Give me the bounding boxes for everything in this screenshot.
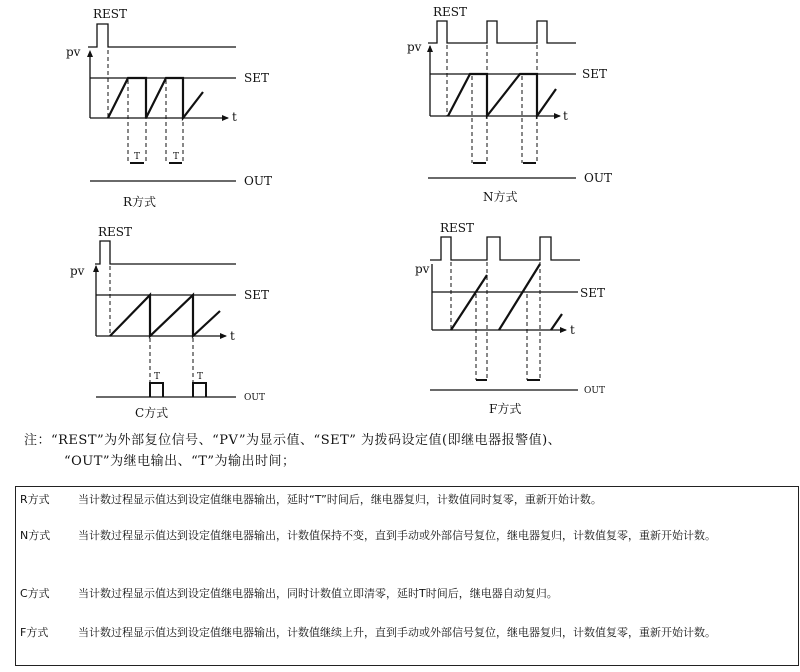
r-out-label: OUT (244, 174, 272, 188)
c-t-label: t (230, 329, 235, 343)
f-rest-label: REST (440, 221, 475, 235)
r-mode-diagram (87, 24, 236, 181)
mode-name: R方式 (20, 493, 50, 506)
f-caption: F方式 (489, 402, 522, 416)
r-tmark-2: T (173, 152, 180, 162)
n-pv-label: pv (407, 40, 422, 54)
f-pv-curve (451, 264, 562, 330)
f-pv-label: pv (415, 262, 430, 276)
c-out-pulse-2 (193, 383, 206, 397)
c-mode-diagram (93, 241, 236, 397)
legend-note (24, 430, 794, 472)
n-pv-curve (448, 74, 556, 116)
c-t-arrow (220, 333, 227, 339)
f-out-label: OUT (584, 386, 605, 396)
f-rest-pulse (430, 237, 580, 260)
r-pv-label: pv (66, 45, 81, 59)
mode-description-box (15, 486, 799, 666)
f-dashed-guides (451, 262, 540, 380)
c-rest-label: REST (98, 225, 133, 239)
mode-desc: 当计数过程显示值达到设定值继电器输出，同时计数值立即清零，延时T时间后，继电器自动复归。 (78, 587, 558, 600)
c-caption: C方式 (135, 406, 169, 420)
n-rest-pulse (428, 21, 576, 43)
mode-name: C方式 (20, 587, 50, 600)
r-tmark-1: T (134, 152, 141, 162)
n-dashed-guides (447, 45, 537, 163)
c-rest-pulse (95, 241, 236, 264)
r-caption: R方式 (123, 195, 157, 209)
r-rest-pulse (88, 24, 236, 47)
n-set-label: SET (582, 67, 607, 81)
c-tmark-2: T (197, 372, 204, 382)
mode-desc: 当计数过程显示值达到设定值继电器输出，计数值保持不变，直到手动或外部信号复位，继电器复归，计数值复零，重新开始计数。 (78, 529, 716, 542)
n-t-arrow (554, 113, 561, 119)
n-pv-arrow (427, 45, 433, 52)
c-out-pulse-1 (150, 383, 163, 397)
r-t-arrow (222, 115, 229, 121)
c-tmark-1: T (154, 372, 161, 382)
f-t-arrow (560, 327, 567, 333)
mode-name: F方式 (20, 626, 49, 639)
c-pv-label: pv (70, 264, 85, 278)
mode-row-r (20, 491, 794, 509)
r-pv-curve (108, 78, 203, 118)
mode-row-c (20, 585, 794, 603)
n-rest-label: REST (433, 5, 468, 19)
f-set-label: SET (580, 286, 605, 300)
mode-row-f (20, 624, 794, 642)
n-t-label: t (563, 109, 568, 123)
f-mode-diagram (430, 237, 580, 390)
mode-row-n (20, 527, 794, 545)
r-set-label: SET (244, 71, 269, 85)
note-line-2: “OUT”为继电输出、“T”为输出时间； (64, 454, 296, 469)
c-pv-curve (110, 295, 220, 336)
f-t-label: t (570, 323, 575, 337)
mode-desc: 当计数过程显示值达到设定值继电器输出，计数值继续上升，直到手动或外部信号复位，继电器复归，计数值复零，重新开始计数。 (78, 626, 716, 639)
n-caption: N方式 (483, 190, 518, 204)
n-mode-diagram (427, 21, 576, 178)
c-set-label: SET (244, 288, 269, 302)
c-pv-arrow (93, 265, 99, 272)
note-line-1: 注：“REST”为外部复位信号、“PV”为显示值、“SET” 为拨码设定值(即继电器报警值)、 (24, 433, 562, 448)
c-out-label: OUT (244, 393, 265, 403)
r-pv-arrow (87, 50, 93, 57)
n-out-label: OUT (584, 171, 612, 185)
r-t-label: t (232, 110, 237, 124)
mode-name: N方式 (20, 529, 51, 542)
mode-desc: 当计数过程显示值达到设定值继电器输出，延时“T”时间后，继电器复归，计数值同时复零，重新开始计数。 (78, 493, 602, 506)
r-rest-label: REST (93, 7, 128, 21)
